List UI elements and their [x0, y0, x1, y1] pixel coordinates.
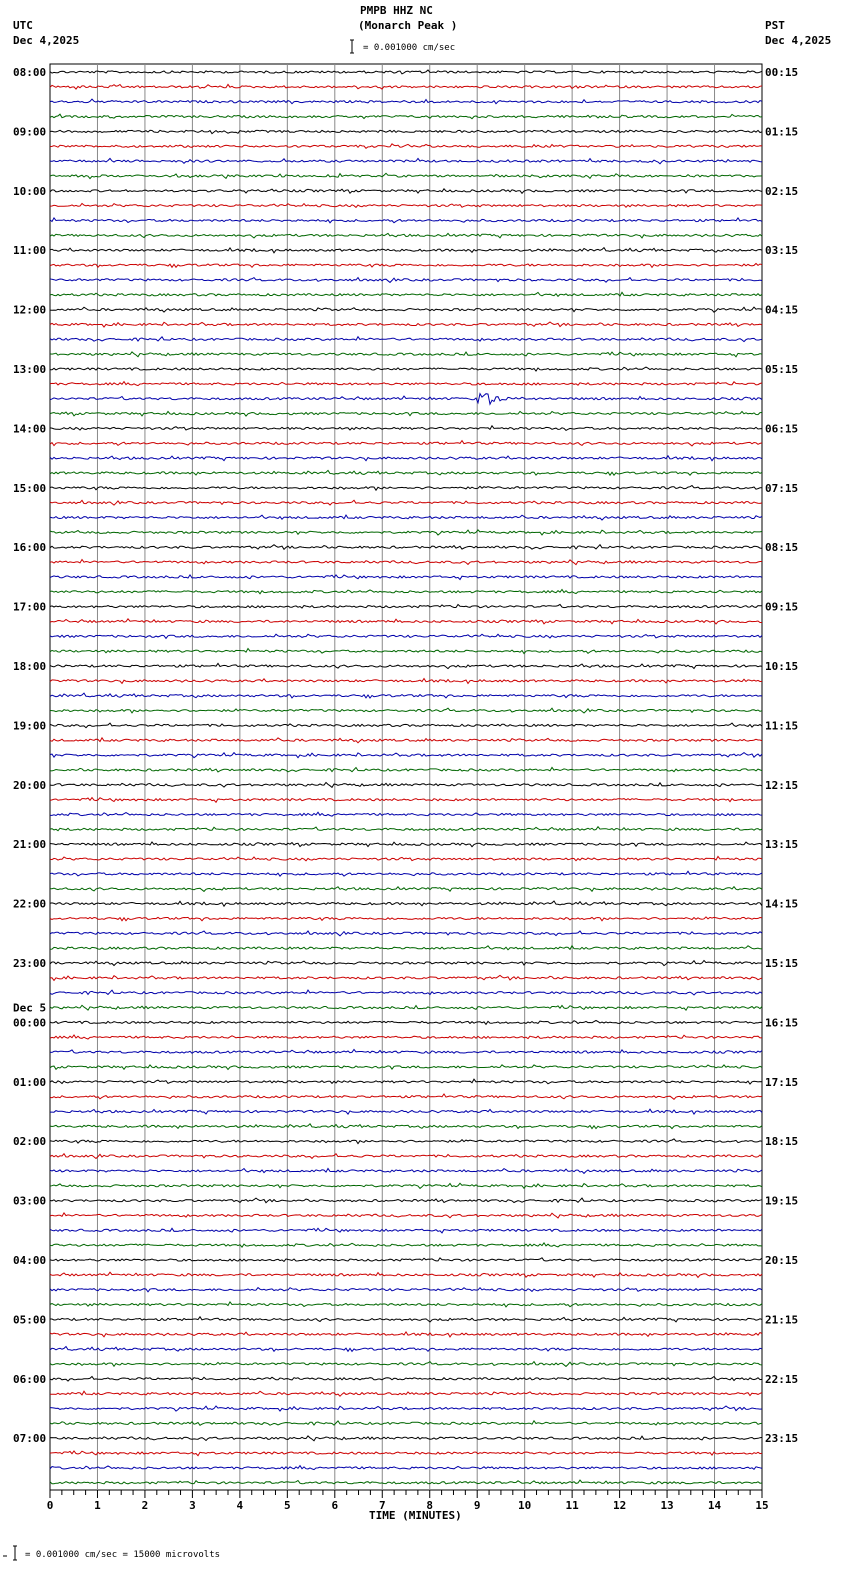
utc-hour-label: 08:00 — [13, 66, 47, 79]
trace-line — [50, 917, 762, 921]
trace-line — [50, 1406, 762, 1411]
x-tick-label: 1 — [94, 1499, 101, 1512]
pst-hour-label: 11:15 — [765, 719, 799, 733]
trace-line — [50, 1243, 762, 1247]
trace-line — [50, 278, 762, 283]
trace-line — [50, 1228, 762, 1233]
utc-hour-label: 14:00 — [13, 422, 47, 436]
utc-hour-label: 16:00 — [13, 541, 47, 555]
x-tick-label: 11 — [565, 1499, 579, 1512]
trace-line — [50, 1258, 762, 1262]
trace-line — [50, 798, 762, 803]
trace-line — [50, 1094, 762, 1099]
utc-hour-label: 15:00 — [13, 481, 47, 495]
utc-hour-label: 01:00 — [13, 1075, 47, 1089]
pst-hour-label: 17:15 — [765, 1075, 799, 1089]
utc-hour-label: 11:00 — [13, 244, 47, 258]
utc-hour-label: 13:00 — [13, 363, 47, 376]
utc-hour-label: 12:00 — [13, 303, 47, 317]
utc-hour-label: 23:00 — [13, 957, 47, 970]
utc-hour-label: 04:00 — [13, 1254, 47, 1267]
trace-line — [50, 470, 762, 475]
trace-line — [50, 1480, 762, 1484]
x-tick-label: 12 — [612, 1499, 627, 1512]
trace-line — [50, 500, 762, 505]
trace-line — [50, 173, 762, 178]
utc-hour-label: 06:00 — [13, 1372, 47, 1386]
pst-hour-label: 18:15 — [765, 1135, 799, 1149]
utc-hour-label: 19:00 — [13, 719, 47, 733]
trace-line — [50, 1332, 762, 1337]
x-tick-label: 10 — [518, 1499, 532, 1512]
pst-hour-label: 13:15 — [765, 838, 799, 852]
pst-hour-label: 19:15 — [765, 1194, 799, 1208]
trace-line — [50, 1050, 762, 1054]
trace-line — [50, 233, 762, 238]
trace-line — [50, 307, 762, 312]
trace-line — [50, 887, 762, 892]
trace-line — [50, 783, 762, 788]
pst-hour-label: 03:15 — [765, 244, 799, 258]
pst-hour-label: 02:15 — [765, 184, 799, 198]
trace-line — [50, 649, 762, 654]
footer-scale-text: = 0.001000 cm/sec = 15000 microvolts — [25, 1550, 221, 1560]
utc-hour-label: 22:00 — [13, 897, 47, 911]
trace-line — [50, 130, 762, 133]
trace-line — [50, 946, 762, 950]
x-tick-label: 13 — [660, 1499, 674, 1512]
trace-line — [50, 812, 762, 816]
trace-line — [50, 1154, 762, 1159]
trace-line — [50, 1466, 762, 1470]
trace-line — [50, 248, 762, 253]
pst-hour-label: 01:15 — [765, 125, 799, 139]
trace-line — [50, 708, 762, 713]
trace-line — [50, 1021, 762, 1025]
x-tick-label: 6 — [331, 1499, 339, 1512]
trace-line — [50, 1391, 762, 1396]
trace-line — [50, 441, 762, 446]
pst-hour-label: 05:15 — [765, 363, 799, 376]
trace-line — [50, 634, 762, 638]
pst-date-label: Dec 4,2025 — [765, 34, 832, 47]
trace-line — [50, 1005, 762, 1010]
pst-hour-label: 22:15 — [765, 1372, 799, 1386]
trace-line — [50, 456, 762, 461]
x-tick-label: 15 — [755, 1499, 769, 1512]
trace-line — [50, 114, 762, 119]
trace-line — [50, 931, 762, 936]
trace-line — [50, 663, 762, 668]
pst-hour-label: 14:15 — [765, 897, 799, 911]
trace-line — [50, 1302, 762, 1307]
utc-hour-label: 05:00 — [13, 1313, 47, 1327]
header-scale-text: = 0.001000 cm/sec — [363, 43, 456, 53]
utc-hour-label: 00:00 — [13, 1016, 47, 1030]
utc-hour-label: 07:00 — [13, 1432, 47, 1446]
pst-hour-label: 20:15 — [765, 1254, 799, 1267]
trace-line — [50, 322, 762, 327]
trace-line — [50, 1109, 762, 1114]
trace-line — [50, 679, 762, 684]
trace-line — [50, 1317, 762, 1322]
x-tick-label: 5 — [284, 1499, 291, 1512]
trace-line — [50, 1169, 762, 1174]
trace-line — [50, 1421, 762, 1426]
trace-line — [50, 961, 762, 966]
trace-line — [50, 1035, 762, 1039]
trace-line — [50, 99, 762, 104]
trace-line — [50, 590, 762, 594]
trace-line — [50, 264, 762, 268]
trace-line — [50, 411, 762, 416]
trace-line — [50, 292, 762, 296]
x-tick-label: 2 — [141, 1499, 149, 1512]
pst-timezone-label: PST — [765, 19, 785, 32]
trace-line — [50, 1079, 762, 1084]
trace-line — [50, 1198, 762, 1203]
utc-hour-label: 17:00 — [13, 600, 47, 614]
date-change-label: Dec 5 — [13, 1001, 47, 1015]
pst-hour-label: 23:15 — [765, 1432, 799, 1446]
pst-hour-label: 00:15 — [765, 66, 799, 79]
x-axis-title: TIME (MINUTES) — [369, 1509, 462, 1522]
trace-line — [50, 767, 762, 772]
trace-line — [50, 382, 762, 386]
trace-line — [50, 1065, 762, 1070]
trace-line — [50, 486, 762, 491]
trace-line — [50, 426, 762, 431]
trace-line — [50, 738, 762, 743]
x-tick-label: 3 — [189, 1499, 196, 1512]
x-tick-label: 0 — [46, 1499, 54, 1512]
trace-line — [50, 560, 762, 565]
trace-line — [50, 1183, 762, 1188]
x-tick-label: 9 — [473, 1499, 481, 1512]
trace-line — [50, 901, 762, 906]
trace-line — [50, 1436, 762, 1441]
trace-line — [50, 515, 762, 520]
trace-line — [50, 367, 762, 371]
trace-line — [50, 975, 762, 980]
trace-line — [50, 545, 762, 550]
trace-line — [50, 337, 762, 342]
x-tick-label: 4 — [236, 1499, 244, 1512]
trace-line — [50, 871, 762, 876]
utc-hour-label: 03:00 — [13, 1194, 47, 1208]
trace-line — [50, 856, 762, 860]
trace-line — [50, 204, 762, 208]
trace-line — [50, 1213, 762, 1218]
trace-line — [50, 1362, 762, 1367]
utc-hour-label: 10:00 — [13, 184, 47, 198]
pst-hour-label: 04:15 — [765, 303, 799, 317]
trace-line — [50, 619, 762, 624]
trace-line — [50, 990, 762, 995]
trace-line — [50, 394, 762, 405]
trace-line — [50, 842, 762, 847]
utc-hour-label: 21:00 — [13, 838, 47, 852]
utc-hour-label: 18:00 — [13, 660, 47, 673]
trace-line — [50, 158, 762, 163]
trace-line — [50, 604, 762, 608]
x-tick-label: 7 — [378, 1499, 386, 1512]
trace-line — [50, 753, 762, 758]
trace-line — [50, 1288, 762, 1292]
utc-timezone-label: UTC — [13, 19, 33, 32]
trace-line — [50, 1347, 762, 1352]
pst-hour-label: 21:15 — [765, 1313, 799, 1327]
trace-line — [50, 693, 762, 698]
pst-hour-label: 06:15 — [765, 422, 799, 436]
x-tick-label: 14 — [707, 1499, 722, 1512]
utc-hour-label: 20:00 — [13, 778, 47, 792]
pst-hour-label: 15:15 — [765, 957, 799, 970]
x-tick-label: 8 — [426, 1499, 434, 1512]
station-title: PMPB HHZ NC — [360, 4, 433, 17]
station-location: (Monarch Peak ) — [358, 19, 458, 32]
trace-line — [50, 84, 762, 89]
pst-hour-label: 12:15 — [765, 778, 799, 792]
pst-hour-label: 16:15 — [765, 1016, 799, 1030]
trace-line — [50, 1377, 762, 1382]
trace-line — [50, 352, 762, 357]
pst-hour-label: 08:15 — [765, 541, 799, 555]
trace-line — [50, 70, 762, 74]
pst-hour-label: 10:15 — [765, 660, 799, 673]
trace-line — [50, 575, 762, 580]
trace-line — [50, 827, 762, 831]
trace-line — [50, 530, 762, 535]
trace-line — [50, 144, 762, 149]
trace-line — [50, 189, 762, 194]
utc-hour-label: 09:00 — [13, 125, 47, 139]
trace-line — [50, 1451, 762, 1456]
utc-date-label: Dec 4,2025 — [13, 34, 80, 47]
trace-line — [50, 1272, 762, 1277]
trace-line — [50, 723, 762, 728]
trace-line — [50, 1124, 762, 1129]
utc-hour-label: 02:00 — [13, 1135, 47, 1149]
pst-hour-label: 09:15 — [765, 600, 799, 614]
pst-hour-label: 07:15 — [765, 481, 799, 495]
trace-line — [50, 1139, 762, 1144]
trace-line — [50, 218, 762, 223]
